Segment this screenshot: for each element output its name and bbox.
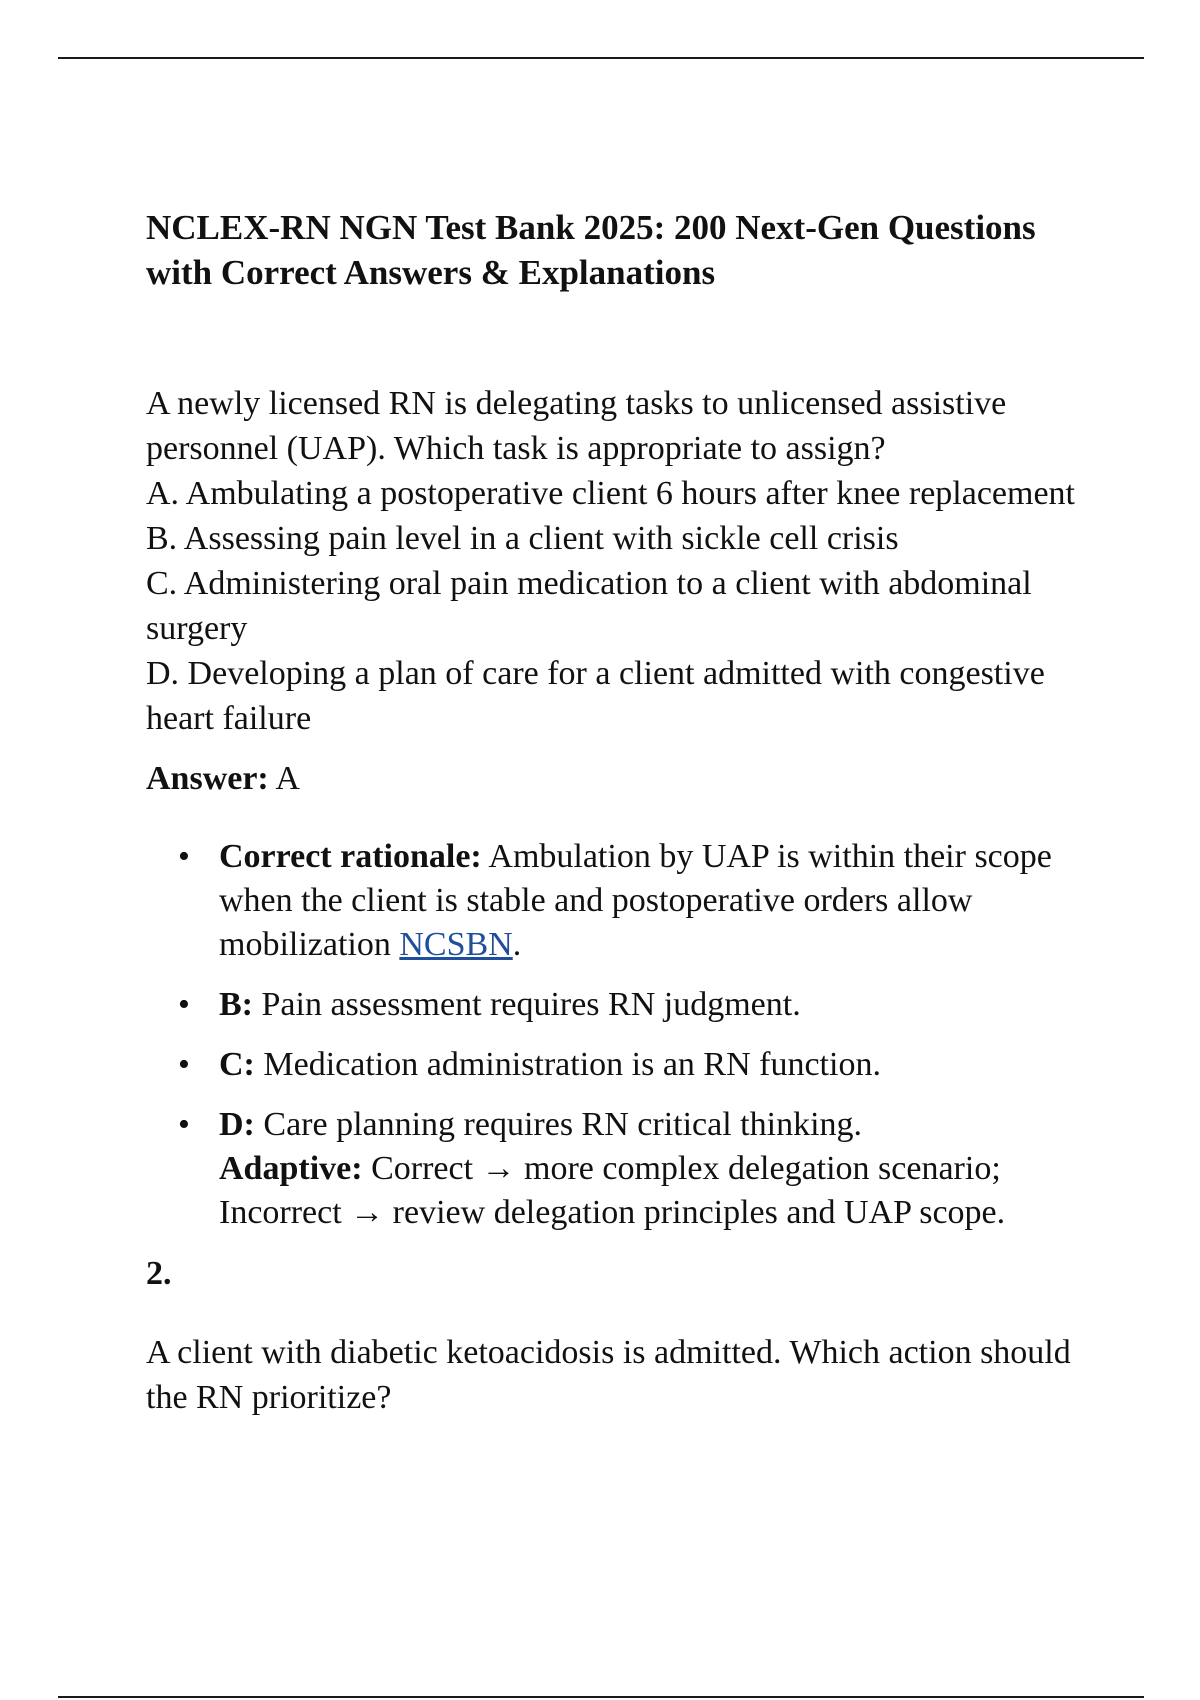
rationale-label: D: — [219, 1106, 255, 1143]
rationale-text: Ambulation by UAP is within their scope when the client is stable and postoperative orders allow mobilization — [219, 838, 1052, 963]
rationale-label: Correct rationale: — [219, 838, 482, 875]
rationale-item-b — [178, 983, 1096, 1027]
option-c: C. Administering oral pain medication to a client with abdominal surgery — [146, 565, 1032, 647]
adaptive-text: Correct → more complex delegation scenario; Incorrect → review delegation principles and UAP scope. — [219, 1150, 1006, 1231]
bullet-icon: • — [178, 1046, 190, 1083]
question-2-number: 2. — [146, 1255, 172, 1292]
bullet-icon: • — [178, 838, 190, 875]
question-1-stem: A newly licensed RN is delegating tasks to unlicensed assistive personnel (UAP). Which task is appropriate to assign? — [146, 385, 1007, 467]
rationale-list — [146, 835, 1096, 1235]
rationale-label: B: — [219, 986, 253, 1023]
option-a: A. Ambulating a postoperative client 6 hours after knee replacement — [146, 475, 1076, 512]
bullet-icon: • — [178, 1106, 190, 1143]
bottom-rule — [58, 1696, 1144, 1698]
document-title: NCLEX-RN NGN Test Bank 2025: 200 Next-Gen Questions with Correct Answers & Explanations — [146, 208, 1036, 292]
question-2-stem: A client with diabetic ketoacidosis is admitted. Which action should the RN prioritize? — [146, 1334, 1071, 1416]
answer-label: Answer: — [146, 760, 269, 797]
rationale-text: Pain assessment requires RN judgment. — [261, 986, 801, 1023]
rationale-period: . — [512, 926, 522, 963]
rationale-item-c — [178, 1043, 1096, 1087]
answer-line — [146, 756, 1096, 801]
bullet-icon: • — [178, 986, 190, 1023]
top-rule — [58, 57, 1144, 59]
rationale-text: Care planning requires RN critical thinking. — [263, 1106, 863, 1143]
rationale-text: Medication administration is an RN function. — [263, 1046, 881, 1083]
rationale-item-correct — [178, 835, 1096, 967]
rationale-item-d — [178, 1103, 1096, 1235]
rationale-label: C: — [219, 1046, 255, 1083]
question-1-options — [146, 471, 1096, 741]
answer-value: A — [275, 760, 300, 797]
option-b: B. Assessing pain level in a client with sickle cell crisis — [146, 520, 899, 557]
adaptive-label: Adaptive: — [219, 1150, 363, 1187]
document-page — [146, 205, 1096, 1420]
ncsbn-link[interactable]: NCSBN — [399, 926, 513, 963]
option-d: D. Developing a plan of care for a client admitted with congestive heart failure — [146, 655, 1045, 737]
